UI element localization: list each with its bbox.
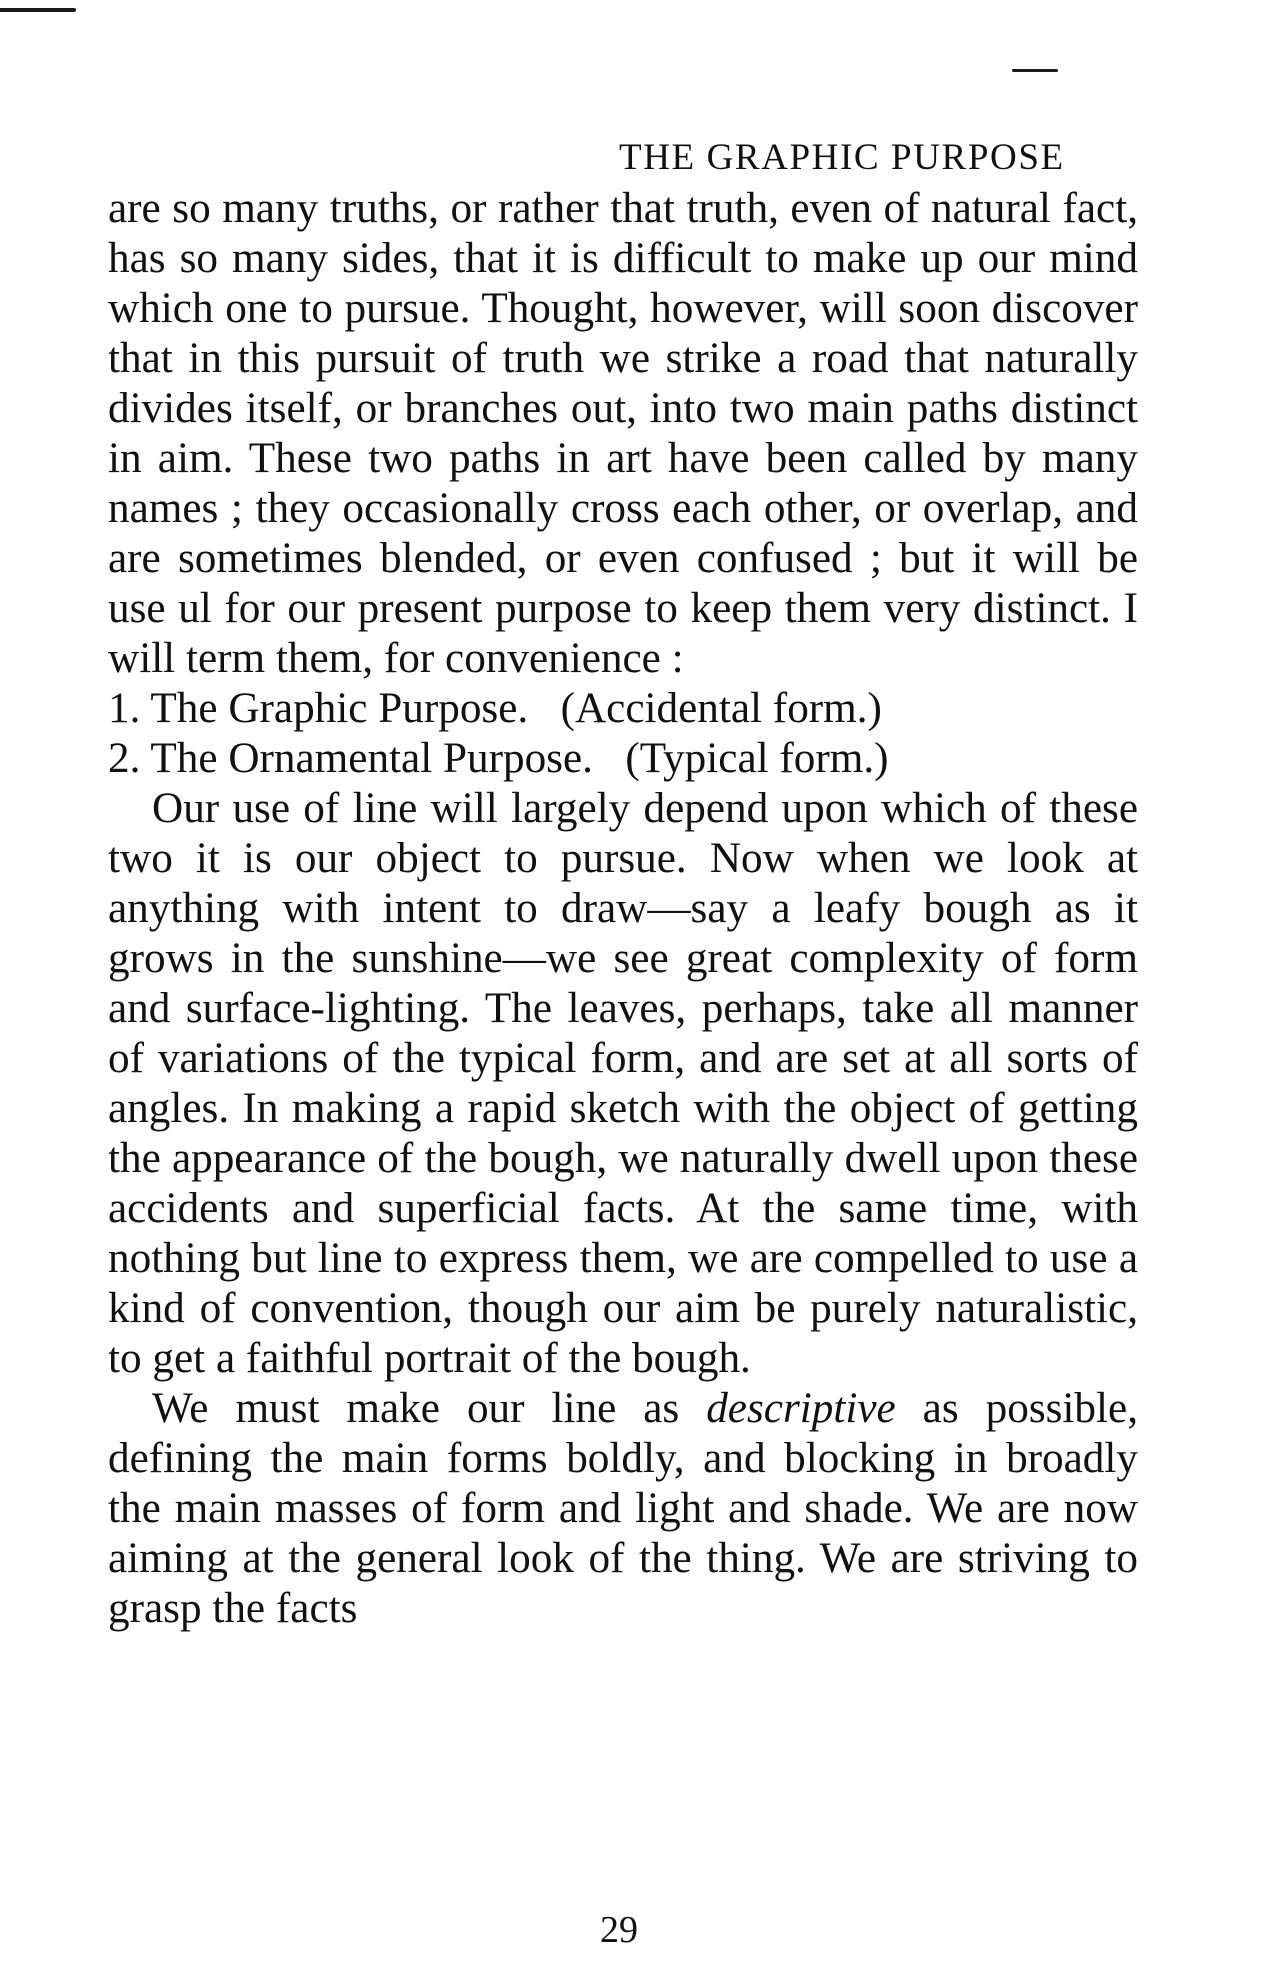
- paragraph-use-of-line: Our use of line will largely depend upon which of these two it is our object to pursue. Now when we look at anything with intent to draw—say a leafy bough as it grows in the sunshine—we see great complexity of form and surface-lighting. The leaves, perhaps, take all manner of variations of the typical form, and are set at all sorts of angles. In making a rapid sketch with the object of getting the appearance of the bough, we naturally dwell upon these accidents and superficial facts. At the same time, with nothing but line to express them, we are compelled to use a kind of convention, though our aim be purely naturalistic, to get a faithful portrait of the bough.: [108, 785, 1138, 1382]
- paragraph-descriptive-line: [108, 1384, 1138, 1634]
- list-item-ornamental-purpose: 2. The Ornamental Purpose. (Typical form.): [108, 735, 889, 782]
- page-number: 29: [600, 1909, 638, 1951]
- scan-edge-mark: [0, 8, 76, 12]
- list-item-graphic-purpose: 1. The Graphic Purpose. (Accidental form.): [108, 685, 882, 732]
- paragraph-opening: are so many truths, or rather that truth, even of natural fact, has so many sides, that it is difficult to make up our mind which one to pursue. Thought, however, will soon discover that in this pursuit of truth we strike a road that naturally divides itself, or branches out, into two main paths distinct in aim. These two paths in art have been called by many names ; they occasionally cross each other, or overlap, and are sometimes blended, or even confused ; but it will be use ul for our present purpose to keep them very distinct. I will term them, for convenience :: [108, 185, 1138, 682]
- paragraph-text-start: We must make our line as: [152, 1385, 707, 1432]
- paragraph-text-end: as possible, defining the main forms boldly, and blocking in broadly the main masses of form and light and shade. We are now aiming at the general look of the thing. We are striving to grasp the facts: [108, 1385, 1138, 1632]
- scan-ink-mark: [1012, 69, 1058, 72]
- emphasis-descriptive: descriptive: [706, 1385, 896, 1432]
- page-body: [108, 184, 1138, 1634]
- running-head: THE GRAPHIC PURPOSE: [619, 137, 1065, 178]
